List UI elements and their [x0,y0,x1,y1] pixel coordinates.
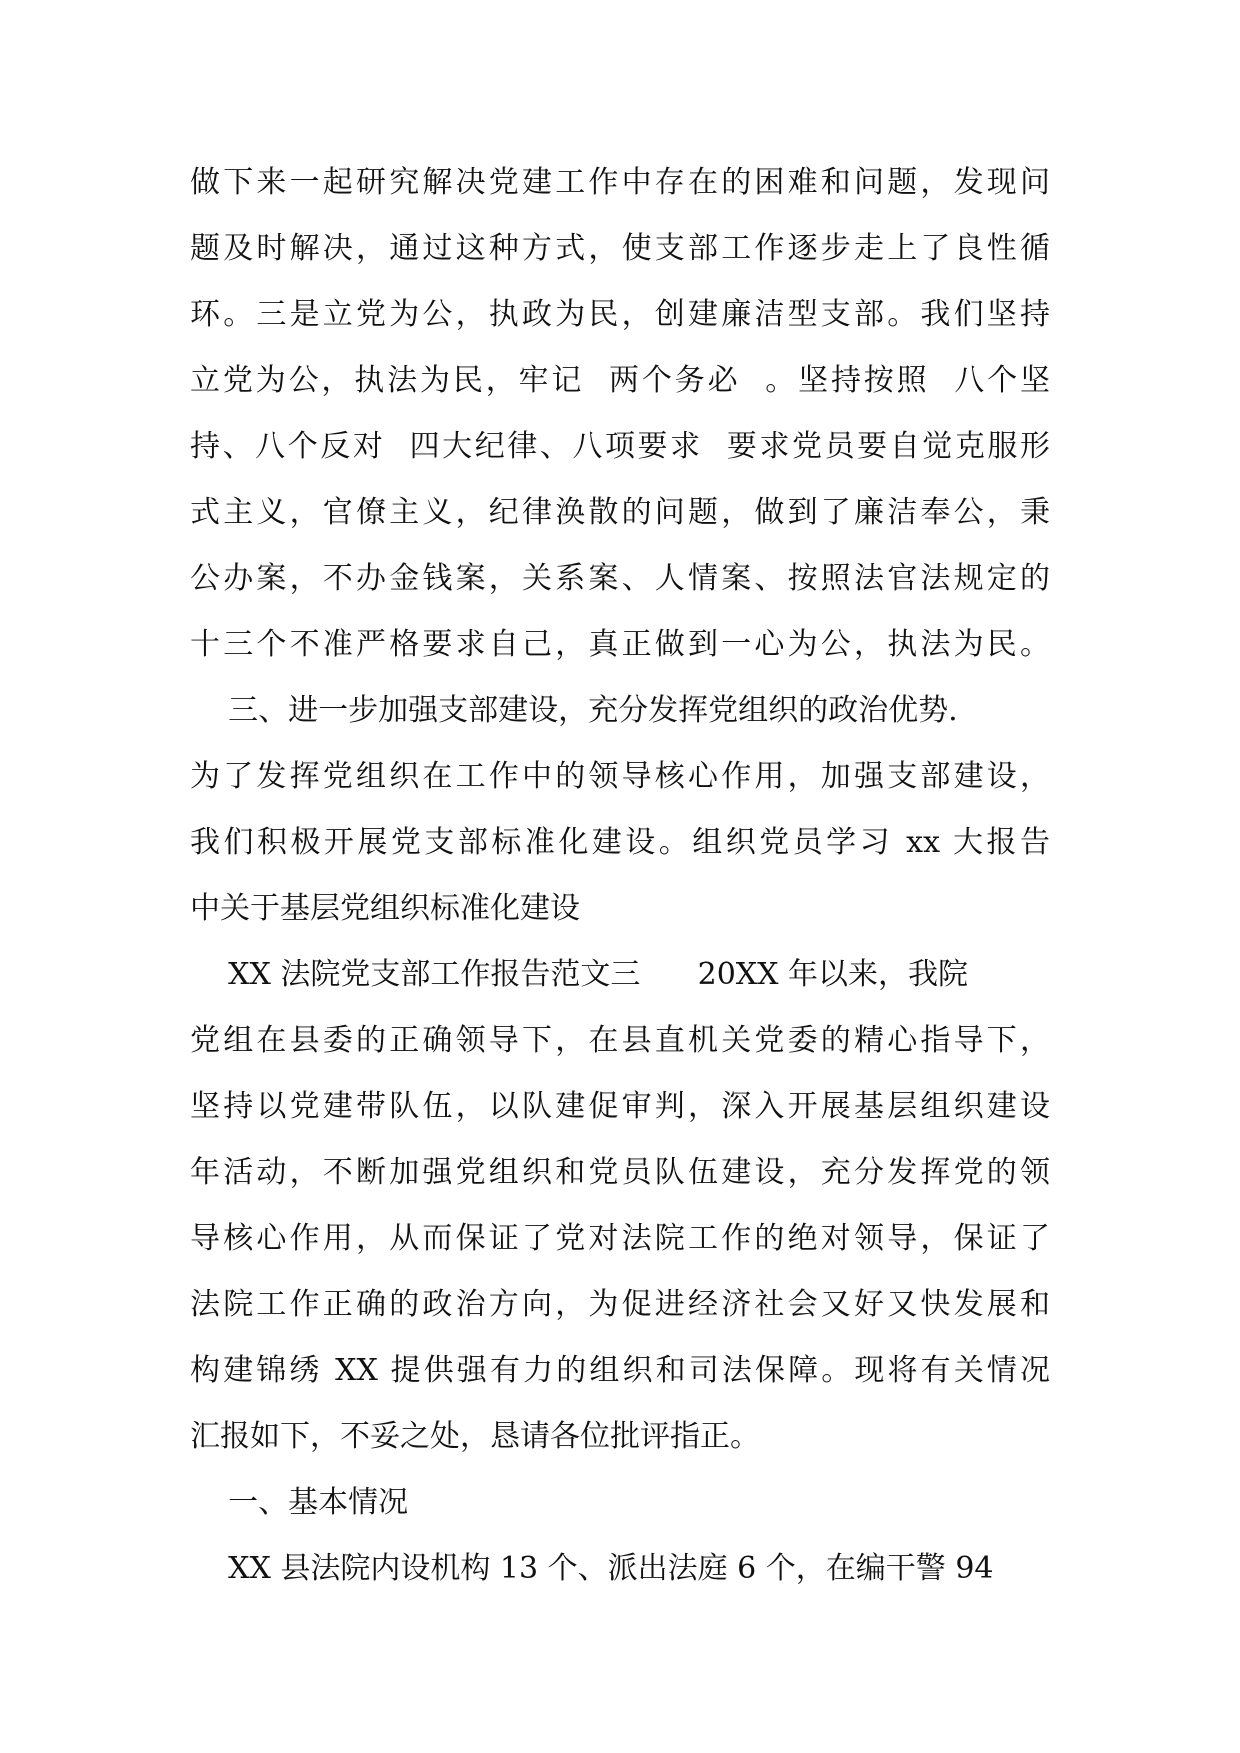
text-line-16: 年活动，不断加强党组织和党员队伍建设，充分发挥党的领 [190,1155,1050,1190]
text-line-8: 十三个不准严格要求自己，真正做到一心为公，执法为民。 [190,627,1050,662]
section-heading-3: 三、进一步加强支部建设，充分发挥党组织的政治优势. [190,693,958,728]
text-line-18: 法院工作正确的政治方向，为促进经济社会又好又快发展和 [190,1287,1050,1322]
text-line-15: 坚持以党建带队伍，以队建促审判，深入开展基层组织建设 [190,1089,1050,1124]
text-line-6: 式主义，官僚主义，纪律涣散的问题，做到了廉洁奉公，秉 [190,495,1050,530]
text-line-12: 中关于基层党组织标准化建设 [190,891,580,926]
report-title-line: XX 法院党支部工作报告范文三 20XX 年以来，我院 [190,957,969,992]
text-line-7: 公办案，不办金钱案，关系案、人情案、按照法官法规定的 [190,561,1050,596]
text-line-17: 导核心作用，从而保证了党对法院工作的绝对领导，保证了 [190,1221,1050,1256]
text-line-14: 党组在县委的正确领导下，在县直机关党委的精心指导下， [190,1023,1050,1058]
text-line-4: 立党为公，执法为民，牢记 两个务必 。坚持按照 八个坚 [190,363,1050,398]
text-line-20: 汇报如下，不妥之处，恳请各位批评指正。 [190,1419,760,1454]
section-heading-1: 一、基本情况 [190,1485,409,1520]
text-line-22: XX 县法院内设机构 13 个、派出法庭 6 个，在编干警 94 [190,1551,994,1586]
text-line-3: 环。三是立党为公，执政为民，创建廉洁型支部。我们坚持 [190,297,1050,332]
text-line-10: 为了发挥党组织在工作中的领导核心作用，加强支部建设， [190,759,1050,794]
text-line-19: 构建锦绣 XX 提供强有力的组织和司法保障。现将有关情况 [190,1353,1050,1388]
text-line-5: 持、八个反对 四大纪律、八项要求 要求党员要自觉克服形 [190,429,1050,464]
body-text [190,150,1050,1602]
text-line-2: 题及时解决，通过这种方式，使支部工作逐步走上了良性循 [190,231,1050,266]
text-line-1: 做下来一起研究解决党建工作中存在的困难和问题，发现问 [190,165,1050,200]
text-line-11: 我们积极开展党支部标准化建设。组织党员学习 xx 大报告 [190,825,1050,860]
